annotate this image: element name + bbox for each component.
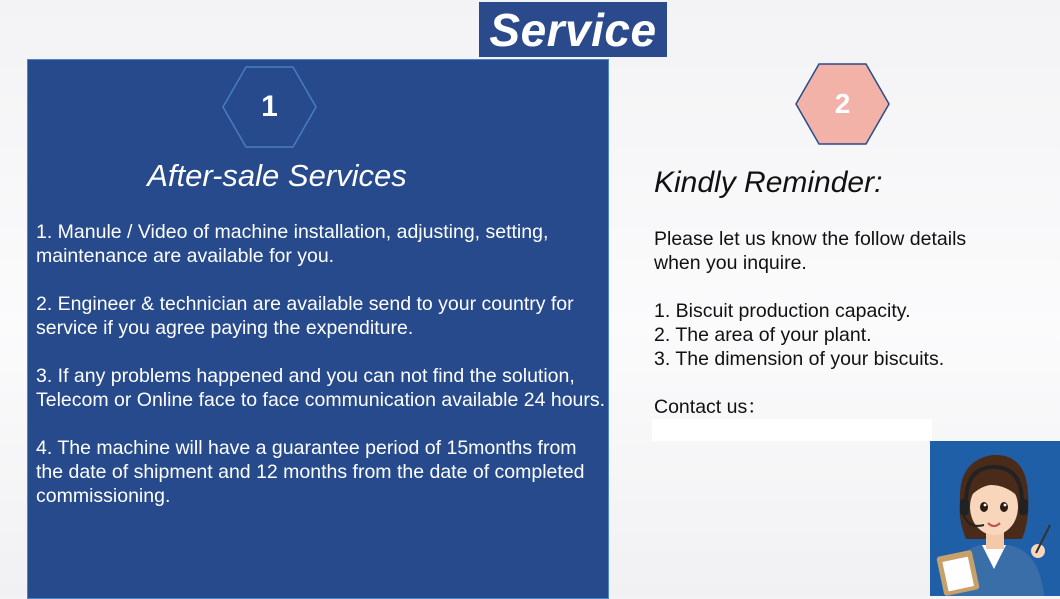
step-1-hexagon-icon bbox=[222, 66, 317, 148]
title-banner bbox=[479, 2, 667, 57]
step-2-hexagon-icon bbox=[795, 63, 890, 145]
list-item: 3. The dimension of your biscuits. bbox=[654, 348, 945, 370]
contact-info-field bbox=[652, 419, 932, 441]
customer-service-agent-icon bbox=[930, 441, 1060, 596]
reminder-list bbox=[654, 299, 1014, 371]
page-title: Service bbox=[489, 3, 657, 56]
step-2-number: 2 bbox=[834, 88, 851, 119]
list-item: 3. If any problems happened and you can not find the solution, Telecom or Online face to face communication available 24 hours. bbox=[36, 365, 606, 411]
reminder-body bbox=[654, 227, 1014, 443]
after-sale-heading: After-sale Services bbox=[147, 158, 407, 193]
after-sale-list bbox=[36, 220, 606, 532]
list-item: 2. Engineer & technician are available send to your country for service if you agree paying the expenditure. bbox=[36, 293, 574, 339]
reminder-intro: Please let us know the follow details when you inquire. bbox=[654, 228, 967, 274]
contact-label: Contact us： bbox=[654, 396, 767, 418]
list-item: 1. Biscuit production capacity. bbox=[654, 300, 911, 322]
list-item: 4. The machine will have a guarantee period of 15months from the date of shipment and 12 months from the date of completed commissioning. bbox=[36, 437, 585, 507]
step-1-number: 1 bbox=[261, 90, 278, 123]
reminder-heading: Kindly Reminder: bbox=[654, 166, 883, 199]
list-item: 2. The area of your plant. bbox=[654, 324, 872, 346]
list-item: 1. Manule / Video of machine installation, adjusting, setting, maintenance are available for you. bbox=[36, 221, 549, 267]
